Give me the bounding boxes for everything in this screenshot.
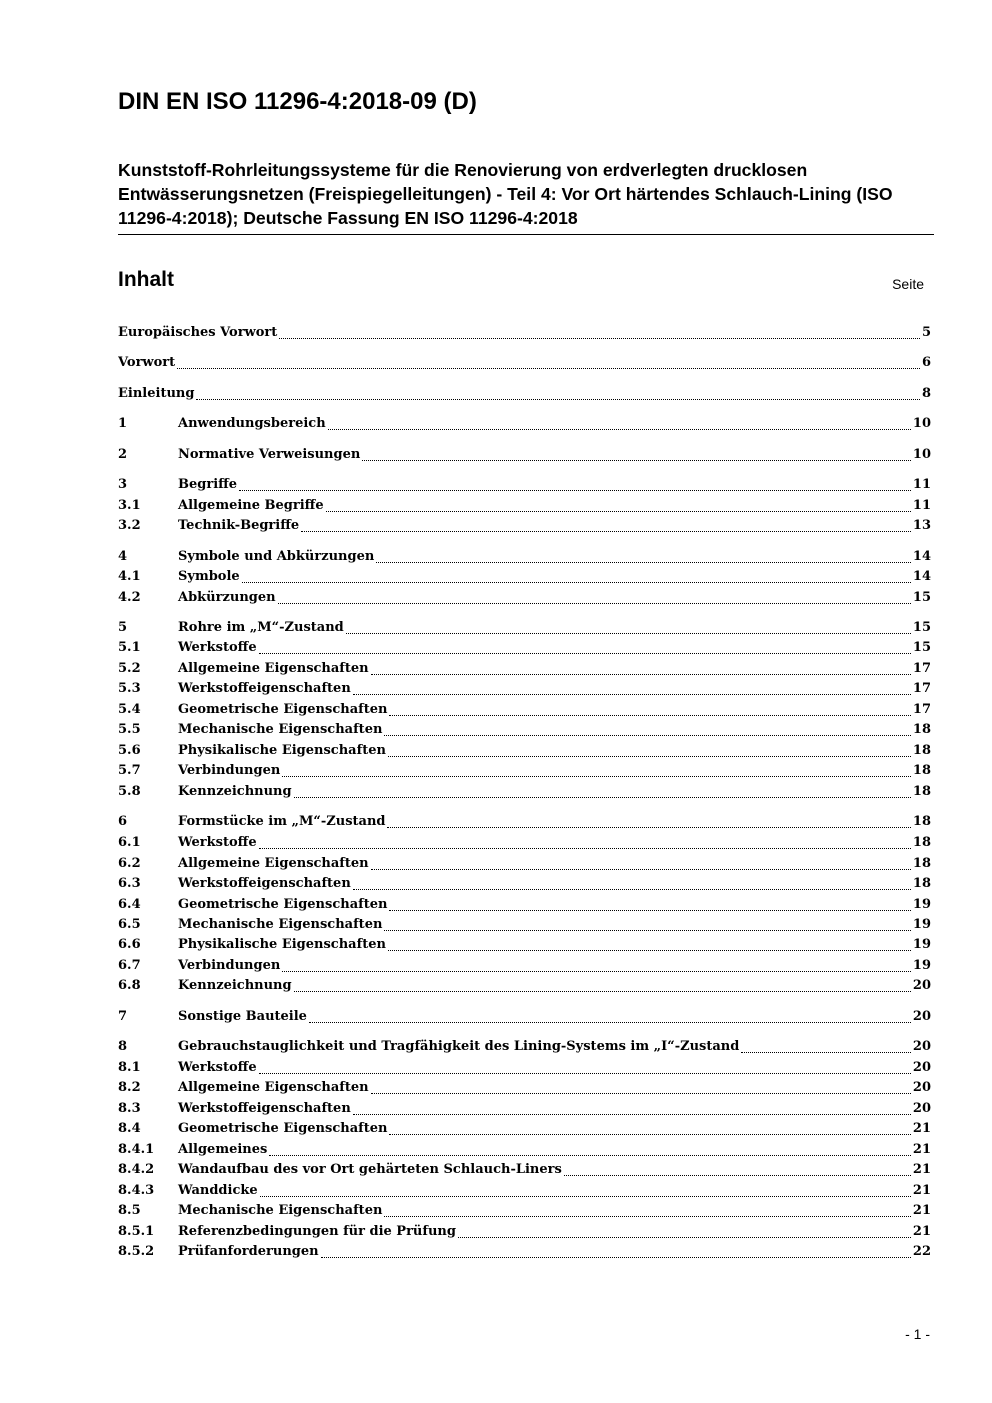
toc-entry-title: Formstücke im „M“-Zustand	[178, 814, 386, 829]
toc-entry-title: Normative Verweisungen	[178, 447, 361, 462]
toc-entry-page: 19	[912, 937, 931, 952]
toc-entry-page: 18	[912, 743, 931, 758]
toc-entry-page: 20	[912, 1060, 931, 1075]
toc-entry-title: Einleitung	[118, 386, 195, 401]
toc-entry-number: 8.4.1	[118, 1142, 155, 1157]
toc-dot-leader	[389, 714, 910, 716]
toc-entry-page: 20	[912, 978, 931, 993]
toc-dot-leader	[362, 459, 911, 461]
toc-entry[interactable]	[118, 590, 931, 610]
toc-entry-title: Werkstoffeigenschaften	[178, 876, 351, 891]
toc-entry-title: Geometrische Eigenschaften	[178, 1121, 388, 1136]
toc-entry-number: 5.7	[118, 763, 141, 778]
toc-entry-page: 18	[912, 856, 931, 871]
toc-entry[interactable]	[118, 325, 931, 345]
toc-entry-number: 2	[118, 447, 128, 462]
toc-entry[interactable]	[118, 784, 931, 804]
toc-entry-title: Geometrische Eigenschaften	[178, 897, 388, 912]
toc-entry-number: 3.1	[118, 498, 141, 513]
toc-entry-page: 20	[912, 1080, 931, 1095]
toc-entry[interactable]	[118, 917, 931, 937]
toc-entry-title: Europäisches Vorwort	[118, 325, 278, 340]
toc-entry-page: 20	[912, 1101, 931, 1116]
toc-entry-title: Allgemeines	[178, 1142, 268, 1157]
toc-entry-title: Werkstoffe	[178, 1060, 257, 1075]
toc-entry-title: Mechanische Eigenschaften	[178, 917, 383, 932]
toc-entry-page: 15	[912, 620, 931, 635]
toc-dot-leader	[388, 755, 911, 757]
toc-entry-number: 4	[118, 549, 128, 564]
toc-entry[interactable]	[118, 814, 931, 834]
toc-entry-page: 18	[912, 784, 931, 799]
toc-entry[interactable]	[118, 355, 931, 375]
toc-entry[interactable]	[118, 477, 931, 497]
toc-entry-page: 14	[912, 569, 931, 584]
toc-entry-number: 8.4.3	[118, 1183, 155, 1198]
toc-entry-page: 18	[912, 835, 931, 850]
toc-entry-number: 6.7	[118, 958, 141, 973]
toc-entry-number: 5	[118, 620, 128, 635]
toc-entry-number: 8.4.2	[118, 1162, 155, 1177]
toc-entry-number: 8.5.1	[118, 1224, 155, 1239]
toc-entry[interactable]	[118, 681, 931, 701]
toc-entry-title: Allgemeine Eigenschaften	[178, 1080, 369, 1095]
toc-entry[interactable]	[118, 978, 931, 998]
toc-entry[interactable]	[118, 661, 931, 681]
toc-dot-leader	[294, 796, 911, 798]
toc-entry-title: Allgemeine Eigenschaften	[178, 856, 369, 871]
toc-dot-leader	[346, 632, 911, 634]
toc-entry-page: 19	[912, 917, 931, 932]
toc-entry[interactable]	[118, 763, 931, 783]
toc-entry[interactable]	[118, 1142, 931, 1162]
toc-entry-title: Geometrische Eigenschaften	[178, 702, 388, 717]
toc-entry-title: Abkürzungen	[178, 590, 276, 605]
toc-entry[interactable]	[118, 1009, 931, 1029]
toc-entry-title: Gebrauchstauglichkeit und Tragfähigkeit des Lining-Systems im „I“-Zustand	[178, 1039, 740, 1054]
toc-entry-title: Physikalische Eigenschaften	[178, 937, 386, 952]
toc-entry-title: Mechanische Eigenschaften	[178, 722, 383, 737]
toc-dot-leader	[259, 1072, 911, 1074]
toc-entry-title: Begriffe	[178, 477, 238, 492]
toc-entry-title: Physikalische Eigenschaften	[178, 743, 386, 758]
toc-entry-number: 5.3	[118, 681, 141, 696]
toc-dot-leader	[353, 888, 911, 890]
toc-entry-page: 20	[912, 1039, 931, 1054]
toc-dot-leader	[384, 1215, 910, 1217]
toc-entry-title: Symbole und Abkürzungen	[178, 549, 375, 564]
toc-dot-leader	[196, 398, 920, 400]
toc-dot-leader	[279, 337, 920, 339]
toc-entry-page: 6	[921, 355, 931, 370]
toc-entry[interactable]	[118, 743, 931, 763]
toc-entry-page: 21	[912, 1183, 931, 1198]
toc-entry-number: 8	[118, 1039, 128, 1054]
toc-entry-page: 17	[912, 702, 931, 717]
toc-entry-page: 21	[912, 1203, 931, 1218]
toc-entry[interactable]	[118, 876, 931, 896]
toc-dot-leader	[294, 990, 911, 992]
toc-dot-leader	[242, 581, 911, 583]
toc-entry-number: 1	[118, 416, 128, 431]
toc-entry-title: Werkstoffe	[178, 835, 257, 850]
toc-entry[interactable]	[118, 1039, 931, 1059]
toc-entry[interactable]	[118, 549, 931, 569]
toc-dot-leader	[387, 826, 910, 828]
toc-entry-title: Allgemeine Begriffe	[178, 498, 324, 513]
toc-entry[interactable]	[118, 1203, 931, 1223]
toc-entry-title: Symbole	[178, 569, 240, 584]
toc-entry[interactable]	[118, 1244, 931, 1264]
toc-entry-number: 6.6	[118, 937, 141, 952]
toc-dot-leader	[389, 909, 910, 911]
toc-dot-leader	[384, 929, 910, 931]
toc-dot-leader	[269, 1154, 911, 1156]
toc-dot-leader	[282, 970, 911, 972]
toc-entry-title: Kennzeichnung	[178, 784, 292, 799]
toc-entry-number: 3.2	[118, 518, 141, 533]
toc-entry-page: 14	[912, 549, 931, 564]
toc-dot-leader	[353, 1113, 911, 1115]
toc-entry-number: 6	[118, 814, 128, 829]
toc-entry[interactable]	[118, 569, 931, 589]
toc-entry-title: Verbindungen	[178, 958, 281, 973]
toc-entry-title: Referenzbedingungen für die Prüfung	[178, 1224, 456, 1239]
toc-entry[interactable]	[118, 1183, 931, 1203]
toc-entry-title: Wandaufbau des vor Ort gehärteten Schlauch-Liners	[178, 1162, 562, 1177]
toc-dot-leader	[353, 693, 911, 695]
toc-entry-number: 8.5.2	[118, 1244, 155, 1259]
toc-dot-leader	[376, 561, 911, 563]
toc-entry-page: 20	[912, 1009, 931, 1024]
toc-entry[interactable]	[118, 1162, 931, 1182]
toc-dot-leader	[259, 847, 911, 849]
toc-entry[interactable]	[118, 447, 931, 467]
toc-entry-page: 21	[912, 1162, 931, 1177]
document-title: DIN EN ISO 11296-4:2018-09 (D)	[118, 88, 477, 115]
toc-entry-page: 10	[912, 447, 931, 462]
toc-dot-leader	[371, 673, 911, 675]
toc-entry[interactable]	[118, 386, 931, 406]
toc-entry[interactable]	[118, 1224, 931, 1244]
toc-entry-page: 11	[912, 477, 931, 492]
toc-dot-leader	[458, 1236, 911, 1238]
toc-entry-number: 5.6	[118, 743, 141, 758]
toc-entry-title: Werkstoffeigenschaften	[178, 1101, 351, 1116]
toc-dot-leader	[741, 1051, 911, 1053]
toc-entry[interactable]	[118, 1060, 931, 1080]
toc-entry[interactable]	[118, 1121, 931, 1141]
toc-dot-leader	[278, 602, 911, 604]
toc-entry-number: 6.8	[118, 978, 141, 993]
toc-entry-title: Sonstige Bauteile	[178, 1009, 307, 1024]
toc-entry-number: 6.2	[118, 856, 141, 871]
toc-heading: Inhalt	[118, 268, 174, 291]
toc-dot-leader	[259, 652, 911, 654]
toc-entry-page: 18	[912, 722, 931, 737]
toc-entry[interactable]	[118, 640, 931, 660]
toc-entry-title: Rohre im „M“-Zustand	[178, 620, 344, 635]
toc-entry-page: 18	[912, 814, 931, 829]
toc-dot-leader	[177, 367, 920, 369]
toc-entry-number: 5.1	[118, 640, 141, 655]
toc-entry[interactable]	[118, 518, 931, 538]
toc-page-column-label: Seite	[892, 276, 924, 292]
toc-entry-page: 11	[912, 498, 931, 513]
toc-dot-leader	[384, 734, 910, 736]
toc-entry-page: 19	[912, 897, 931, 912]
toc-entry-page: 18	[912, 763, 931, 778]
toc-entry-number: 5.8	[118, 784, 141, 799]
toc-entry-page: 21	[912, 1142, 931, 1157]
toc-dot-leader	[371, 1092, 911, 1094]
toc-entry-page: 8	[921, 386, 931, 401]
toc-entry-title: Vorwort	[118, 355, 176, 370]
toc-entry-number: 6.4	[118, 897, 141, 912]
toc-dot-leader	[309, 1021, 911, 1023]
toc-dot-leader	[282, 775, 911, 777]
toc-entry[interactable]	[118, 1101, 931, 1121]
toc-entry-title: Werkstoffeigenschaften	[178, 681, 351, 696]
toc-entry-title: Verbindungen	[178, 763, 281, 778]
toc-entry-number: 6.3	[118, 876, 141, 891]
toc-dot-leader	[260, 1195, 911, 1197]
toc-entry[interactable]	[118, 937, 931, 957]
toc-entry-title: Kennzeichnung	[178, 978, 292, 993]
toc-entry[interactable]	[118, 702, 931, 722]
toc-entry-page: 5	[921, 325, 931, 340]
toc-entry-number: 8.4	[118, 1121, 141, 1136]
toc-entry-number: 5.5	[118, 722, 141, 737]
toc-entry-page: 13	[912, 518, 931, 533]
toc-dot-leader	[321, 1256, 911, 1258]
toc-entry-page: 21	[912, 1121, 931, 1136]
toc-entry-number: 8.1	[118, 1060, 141, 1075]
toc-entry-title: Allgemeine Eigenschaften	[178, 661, 369, 676]
toc-entry-number: 4.2	[118, 590, 141, 605]
toc-entry-page: 15	[912, 640, 931, 655]
toc-entry-title: Prüfanforderungen	[178, 1244, 319, 1259]
toc-entry[interactable]	[118, 958, 931, 978]
toc-entry-number: 4.1	[118, 569, 141, 584]
toc-dot-leader	[301, 530, 911, 532]
toc-entry-title: Mechanische Eigenschaften	[178, 1203, 383, 1218]
page-number: - 1 -	[905, 1326, 930, 1342]
toc-entry-page: 17	[912, 681, 931, 696]
toc-entry-number: 6.5	[118, 917, 141, 932]
toc-dot-leader	[239, 489, 911, 491]
toc-entry-page: 21	[912, 1224, 931, 1239]
toc-dot-leader	[389, 1133, 910, 1135]
toc-entry[interactable]	[118, 1080, 931, 1100]
toc-entry-number: 8.5	[118, 1203, 141, 1218]
toc-dot-leader	[564, 1174, 911, 1176]
toc-entry-title: Werkstoffe	[178, 640, 257, 655]
toc-entry-number: 6.1	[118, 835, 141, 850]
toc-dot-leader	[328, 428, 911, 430]
toc-entry-page: 15	[912, 590, 931, 605]
toc-dot-leader	[388, 949, 911, 951]
toc-entry-number: 3	[118, 477, 128, 492]
toc-entry-title: Anwendungsbereich	[178, 416, 326, 431]
toc-entry[interactable]	[118, 897, 931, 917]
toc-entry[interactable]	[118, 498, 931, 518]
toc-dot-leader	[326, 510, 911, 512]
toc-entry[interactable]	[118, 722, 931, 742]
toc-entry[interactable]	[118, 835, 931, 855]
toc-entry-page: 10	[912, 416, 931, 431]
toc-entry[interactable]	[118, 856, 931, 876]
toc-entry-number: 8.3	[118, 1101, 141, 1116]
toc-dot-leader	[371, 868, 911, 870]
toc-entry-page: 22	[912, 1244, 931, 1259]
toc-entry-page: 19	[912, 958, 931, 973]
toc-entry-number: 5.2	[118, 661, 141, 676]
toc-entry-number: 5.4	[118, 702, 141, 717]
toc-entry-number: 7	[118, 1009, 128, 1024]
toc-entry[interactable]	[118, 416, 931, 436]
toc-entry[interactable]	[118, 620, 931, 640]
document-subtitle: Kunststoff-Rohrleitungssysteme für die Renovierung von erdverlegten drucklosen Entwässerungsnetzen (Freispiegelleitungen) - Teil 4: Vor Ort härtendes Schlauch-Lining (ISO 11296-4:2018); Deutsche Fassung EN ISO 11296-4:2018	[118, 158, 934, 235]
toc-entry-page: 17	[912, 661, 931, 676]
toc-entry-number: 8.2	[118, 1080, 141, 1095]
toc-entry-title: Technik-Begriffe	[178, 518, 300, 533]
toc-entry-page: 18	[912, 876, 931, 891]
toc-entry-title: Wanddicke	[178, 1183, 258, 1198]
